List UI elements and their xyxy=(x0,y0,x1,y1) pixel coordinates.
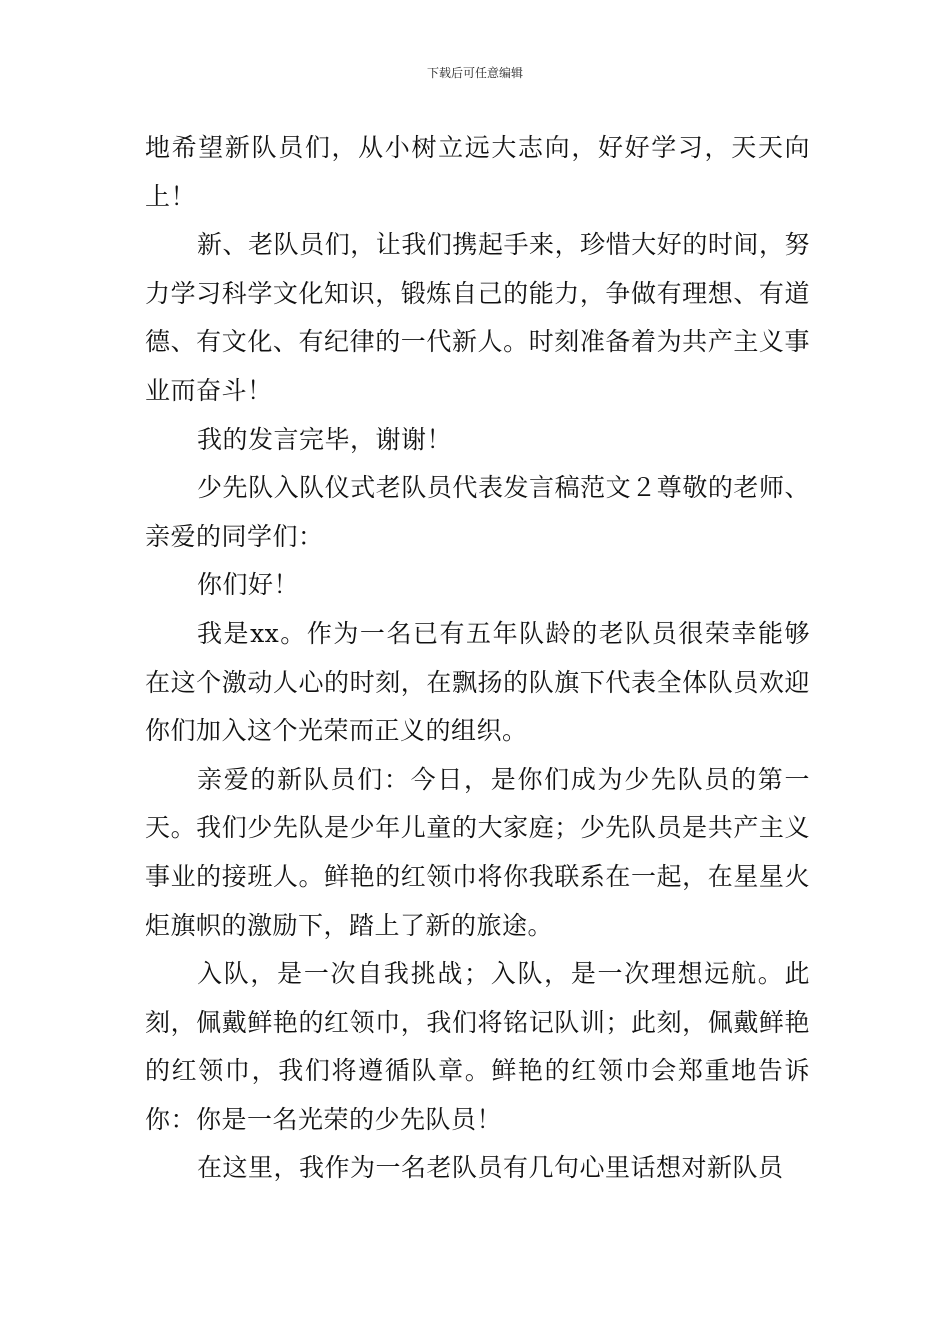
paragraph: 我是xx。作为一名已有五年队龄的老队员很荣幸能够在这个激动人心的时刻，在飘扬的队旗下代表全体队员欢迎你们加入这个光荣而正义的组织。 xyxy=(145,618,810,746)
paragraph: 入队，是一次自我挑战；入队，是一次理想远航。此刻，佩戴鲜艳的红领巾，我们将铭记队训；此刻，佩戴鲜艳的红领巾，我们将遵循队章。鲜艳的红领巾会郑重地告诉你：你是一名光荣的少先队员！ xyxy=(145,959,810,1134)
paragraph: 地希望新队员们，从小树立远大志向，好好学习，天天向上！ xyxy=(145,133,810,211)
page-header: 下载后可任意编辑 xyxy=(426,66,523,80)
paragraph: 新、老队员们，让我们携起手来，珍惜大好的时间，努力学习科学文化知识，锻炼自己的能力，争做有理想、有道德、有文化、有纪律的一代新人。时刻准备着为共产主义事业而奋斗！ xyxy=(145,230,810,405)
paragraph: 在这里，我作为一名老队员有几句心里话想对新队员 xyxy=(197,1153,784,1183)
paragraph: 我的发言完毕，谢谢！ xyxy=(197,424,453,454)
document-body xyxy=(145,124,810,1193)
paragraph: 亲爱的新队员们：今日，是你们成为少先队员的第一天。我们少先队是少年儿童的大家庭；少先队员是共产主义事业的接班人。鲜艳的红领巾将你我联系在一起，在星星火炬旗帜的激励下，踏上了新的旅途。 xyxy=(145,764,810,940)
paragraph: 少先队入队仪式老队员代表发言稿范文２尊敬的老师、亲爱的同学们： xyxy=(145,473,810,551)
paragraph: 你们好！ xyxy=(197,570,300,600)
